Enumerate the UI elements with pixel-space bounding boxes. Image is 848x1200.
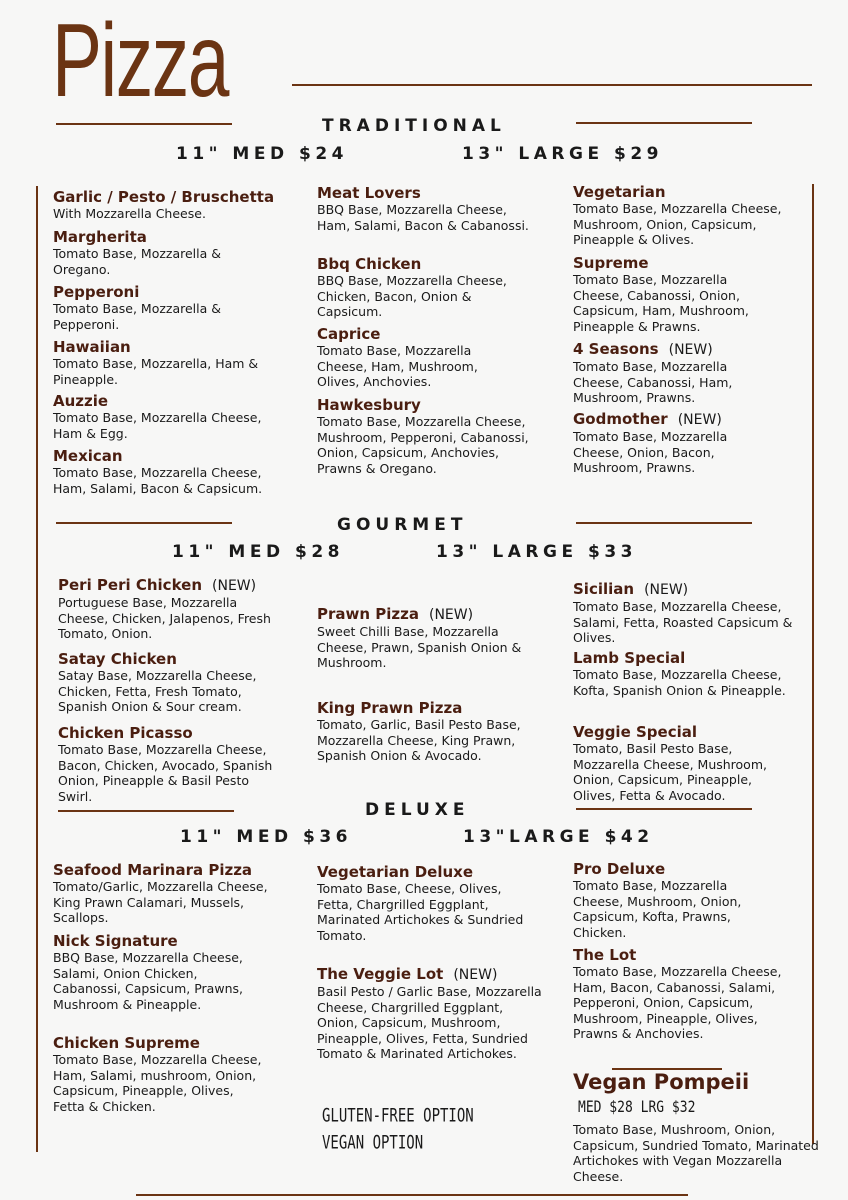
item-description: Sweet Chilli Base, Mozzarella Cheese, Prawn, Spanish Onion & Mushroom. xyxy=(317,624,522,670)
item-name-text: The Veggie Lot xyxy=(317,965,444,983)
menu-item xyxy=(317,863,567,943)
item-name: Caprice xyxy=(317,325,381,343)
item-name-text: Peri Peri Chicken xyxy=(58,576,203,594)
item-description: Tomato Base, Mozzarella Cheese, Ham & Egg. xyxy=(53,410,262,441)
divider xyxy=(58,810,234,812)
item-name xyxy=(573,340,823,359)
vegan-option: VEGAN OPTION xyxy=(322,1133,424,1154)
item-description: Tomato Base, Mozzarella Cheese, Onion, Bacon, Mushroom, Prawns. xyxy=(573,429,728,475)
menu-item xyxy=(317,396,567,476)
item-description: Tomato Base, Mozzarella Cheese, Bacon, Chicken, Avocado, Spanish Onion, Pineapple & Basil Pesto Swirl. xyxy=(58,742,273,804)
menu-item xyxy=(573,946,823,1042)
section-heading-traditional: TRADITIONAL xyxy=(322,116,506,136)
item-name xyxy=(317,965,567,984)
new-badge: (NEW) xyxy=(429,607,474,623)
section-heading-gourmet: GOURMET xyxy=(337,515,468,535)
item-description: BBQ Base, Mozzarella Cheese, Ham, Salami, Bacon & Cabanossi. xyxy=(317,202,529,233)
item-description: BBQ Base, Mozzarella Cheese, Chicken, Bacon, Onion & Capsicum. xyxy=(317,273,507,319)
item-name: Lamb Special xyxy=(573,649,686,667)
item-name: King Prawn Pizza xyxy=(317,699,463,717)
item-name: Satay Chicken xyxy=(58,650,177,668)
item-description: Tomato, Basil Pesto Base, Mozzarella Cheese, Mushroom, Onion, Capsicum, Pineapple, Olives, Fetta & Avocado. xyxy=(573,741,767,803)
new-badge: (NEW) xyxy=(644,582,689,598)
menu-item xyxy=(53,228,303,277)
item-description: Tomato Base, Mozzarella Cheese, Mushroom, Onion, Capsicum, Pineapple & Olives. xyxy=(573,201,782,247)
item-name: Bbq Chicken xyxy=(317,255,422,273)
item-description: Tomato Base, Mozzarella Cheese, Ham, Salami, Bacon & Capsicum. xyxy=(53,465,263,496)
divider xyxy=(576,808,752,810)
new-badge: (NEW) xyxy=(453,967,498,983)
price-large: 13" LARGE $29 xyxy=(462,144,663,164)
menu-item xyxy=(53,1034,303,1114)
item-name: Supreme xyxy=(573,254,649,272)
vegan-pompeii-price: MED $28 LRG $32 xyxy=(578,1098,696,1117)
item-description: Basil Pesto / Garlic Base, Mozzarella Cheese, Chargrilled Eggplant, Onion, Capsicum, Mushroom, Pineapple, Olives, Fetta, Sundried Tomato & Marinated Artichokes. xyxy=(317,984,542,1061)
item-name: Pepperoni xyxy=(53,283,140,301)
item-name xyxy=(317,605,567,624)
menu-item xyxy=(317,699,567,764)
price-medium: 11" MED $24 xyxy=(176,144,348,164)
menu-item xyxy=(573,410,823,476)
item-name: Vegetarian Deluxe xyxy=(317,863,474,881)
item-description: Tomato Base, Mozzarella Cheese, Mushroom, Onion, Capsicum, Kofta, Prawns, Chicken. xyxy=(573,878,742,940)
item-name-text: 4 Seasons xyxy=(573,340,659,358)
menu-item xyxy=(53,861,303,926)
divider xyxy=(56,522,232,524)
menu-item xyxy=(58,576,308,642)
menu-item xyxy=(53,338,303,387)
menu-item xyxy=(573,254,823,334)
section-heading-deluxe: DELUXE xyxy=(365,800,470,820)
menu-item xyxy=(53,392,303,441)
menu-item xyxy=(573,723,823,803)
item-description: Tomato Base, Mozzarella, Ham & Pineapple. xyxy=(53,356,259,387)
item-name: Veggie Special xyxy=(573,723,697,741)
item-name xyxy=(58,576,308,595)
item-name xyxy=(573,580,823,599)
item-name: Garlic / Pesto / Bruschetta xyxy=(53,188,275,206)
gluten-free-option: GLUTEN-FREE OPTION xyxy=(322,1106,474,1127)
menu-item xyxy=(573,649,823,698)
item-description: Tomato Base, Cheese, Olives, Fetta, Chargrilled Eggplant, Marinated Artichokes & Sundried Tomato. xyxy=(317,881,524,943)
item-description: Tomato Base, Mozzarella Cheese, Cabanossi, Ham, Mushroom, Prawns. xyxy=(573,359,733,405)
item-name-text: Godmother xyxy=(573,410,668,428)
price-medium: 11" MED $28 xyxy=(172,542,344,562)
new-badge: (NEW) xyxy=(668,342,713,358)
item-description: Tomato Base, Mozzarella Cheese, Ham, Mushroom, Olives, Anchovies. xyxy=(317,343,478,389)
item-description: Tomato Base, Mozzarella Cheese, Kofta, Spanish Onion & Pineapple. xyxy=(573,667,786,698)
menu-item xyxy=(53,188,303,222)
price-large: 13" LARGE $33 xyxy=(436,542,637,562)
menu-item xyxy=(573,340,823,406)
item-name: Chicken Supreme xyxy=(53,1034,200,1052)
divider xyxy=(36,186,38,1152)
divider xyxy=(56,123,232,125)
menu-item xyxy=(53,932,303,1012)
menu-item xyxy=(573,580,823,646)
menu-item xyxy=(58,724,308,804)
item-description: Tomato Base, Mozzarella Cheese, Mushroom, Pepperoni, Cabanossi, Onion, Capsicum, Anchovies, Prawns & Oregano. xyxy=(317,414,529,476)
item-name-text: Prawn Pizza xyxy=(317,605,419,623)
divider xyxy=(292,84,812,86)
item-description: Satay Base, Mozzarella Cheese, Chicken, Fetta, Fresh Tomato, Spanish Onion & Sour cream. xyxy=(58,668,257,714)
item-name: Chicken Picasso xyxy=(58,724,193,742)
menu-item xyxy=(317,255,567,320)
item-description: BBQ Base, Mozzarella Cheese, Salami, Onion Chicken, Cabanossi, Capsicum, Prawns, Mushroom & Pineapple. xyxy=(53,950,243,1012)
item-description: With Mozzarella Cheese. xyxy=(53,206,206,221)
menu-item xyxy=(317,605,567,671)
item-name xyxy=(573,410,823,429)
divider xyxy=(576,122,752,124)
item-name: Margherita xyxy=(53,228,147,246)
menu-item xyxy=(573,860,823,940)
menu-item xyxy=(58,650,308,715)
item-description: Portuguese Base, Mozzarella Cheese, Chicken, Jalapenos, Fresh Tomato, Onion. xyxy=(58,595,271,641)
item-name: Meat Lovers xyxy=(317,184,421,202)
menu-item xyxy=(53,447,303,496)
item-name: Nick Signature xyxy=(53,932,178,950)
item-name: Hawaiian xyxy=(53,338,131,356)
item-description: Tomato Base, Mozzarella & Pepperoni. xyxy=(53,301,221,332)
menu-item xyxy=(317,965,567,1062)
item-description: Tomato Base, Mozzarella & Oregano. xyxy=(53,246,221,277)
price-medium: 11" MED $36 xyxy=(180,827,352,847)
item-name: The Lot xyxy=(573,946,637,964)
item-name: Seafood Marinara Pizza xyxy=(53,861,253,879)
price-large: 13"LARGE $42 xyxy=(463,827,654,847)
menu-title: Pizza xyxy=(52,3,228,119)
divider xyxy=(576,522,752,524)
vegan-pompeii-description: Tomato Base, Mushroom, Onion, Capsicum, Sundried Tomato, Marinated Artichokes with Vegan Mozzarella Cheese. xyxy=(573,1122,819,1184)
new-badge: (NEW) xyxy=(212,578,257,594)
menu-item xyxy=(317,184,567,233)
item-name: Auzzie xyxy=(53,392,109,410)
menu-item xyxy=(317,325,567,390)
item-name: Vegetarian xyxy=(573,183,666,201)
item-description: Tomato/Garlic, Mozzarella Cheese, King Prawn Calamari, Mussels, Scallops. xyxy=(53,879,268,925)
menu-item xyxy=(573,183,823,248)
vegan-pompeii-title: Vegan Pompeii xyxy=(573,1070,750,1094)
menu-item xyxy=(53,283,303,332)
divider xyxy=(136,1194,688,1196)
item-description: Tomato Base, Mozzarella Cheese, Ham, Bacon, Cabanossi, Salami, Pepperoni, Onion, Capsicum, Mushroom, Pineapple, Olives, Prawns & Anchovies. xyxy=(573,964,782,1041)
item-description: Tomato Base, Mozzarella Cheese, Salami, Fetta, Roasted Capsicum & Olives. xyxy=(573,599,793,645)
item-name: Mexican xyxy=(53,447,123,465)
item-name: Hawkesbury xyxy=(317,396,421,414)
new-badge: (NEW) xyxy=(677,412,722,428)
item-name-text: Sicilian xyxy=(573,580,635,598)
item-name: Pro Deluxe xyxy=(573,860,666,878)
item-description: Tomato, Garlic, Basil Pesto Base, Mozzarella Cheese, King Prawn, Spanish Onion & Avocado. xyxy=(317,717,521,763)
item-description: Tomato Base, Mozzarella Cheese, Cabanossi, Onion, Capsicum, Ham, Mushroom, Pineapple & Prawns. xyxy=(573,272,749,334)
item-description: Tomato Base, Mozzarella Cheese, Ham, Salami, mushroom, Onion, Capsicum, Pineapple, Olives, Fetta & Chicken. xyxy=(53,1052,262,1114)
